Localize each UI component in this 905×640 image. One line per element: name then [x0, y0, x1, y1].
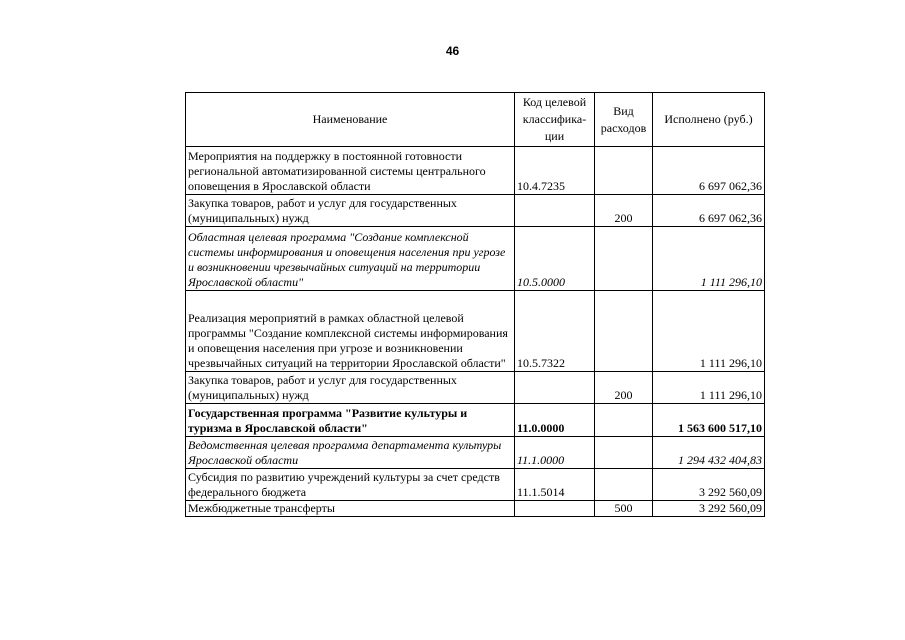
type-cell	[595, 291, 653, 372]
amount-cell: 1 111 296,10	[653, 227, 765, 291]
name-cell: Закупка товаров, работ и услуг для государственных (муниципальных) нужд	[186, 372, 515, 404]
type-cell	[595, 404, 653, 437]
amount-cell: 1 294 432 404,83	[653, 437, 765, 469]
amount-cell: 3 292 560,09	[653, 469, 765, 501]
name-cell: Мероприятия на поддержку в постоянной готовности региональной автоматизированной системы центрального оповещения в Ярославской области	[186, 147, 515, 195]
code-cell: 11.0.0000	[515, 404, 595, 437]
table-header-row	[186, 93, 765, 147]
table-row	[186, 227, 765, 291]
name-cell: Ведомственная целевая программа департамента культуры Ярославской области	[186, 437, 515, 469]
amount-cell: 1 111 296,10	[653, 372, 765, 404]
table-row	[186, 404, 765, 437]
code-cell: 10.5.0000	[515, 227, 595, 291]
header-code: Код целевой классифика-ции	[515, 93, 595, 147]
table-row	[186, 501, 765, 517]
table-row	[186, 147, 765, 195]
name-cell: Государственная программа "Развитие культуры и туризма в Ярославской области"	[186, 404, 515, 437]
name-cell: Субсидия по развитию учреждений культуры за счет средств федерального бюджета	[186, 469, 515, 501]
type-cell	[595, 437, 653, 469]
name-cell: Реализация мероприятий в рамках областной целевой программы "Создание комплексной системы информирования и оповещения населения при угрозе и возникновении чрезвычайных ситуаций на территории Ярославской области"	[186, 291, 515, 372]
table-row	[186, 195, 765, 227]
table-row	[186, 291, 765, 372]
code-cell	[515, 372, 595, 404]
type-cell: 200	[595, 195, 653, 227]
amount-cell: 3 292 560,09	[653, 501, 765, 517]
type-cell	[595, 227, 653, 291]
page-number: 46	[445, 44, 460, 58]
type-cell	[595, 147, 653, 195]
header-amount: Исполнено (руб.)	[653, 93, 765, 147]
table-row	[186, 372, 765, 404]
code-cell: 10.5.7322	[515, 291, 595, 372]
name-cell: Закупка товаров, работ и услуг для государственных (муниципальных) нужд	[186, 195, 515, 227]
code-cell: 11.1.0000	[515, 437, 595, 469]
code-cell: 11.1.5014	[515, 469, 595, 501]
amount-cell: 6 697 062,36	[653, 195, 765, 227]
table-row	[186, 437, 765, 469]
amount-cell: 1 111 296,10	[653, 291, 765, 372]
header-type: Вид расходов	[595, 93, 653, 147]
type-cell: 200	[595, 372, 653, 404]
header-name: Наименование	[186, 93, 515, 147]
amount-cell: 1 563 600 517,10	[653, 404, 765, 437]
type-cell	[595, 469, 653, 501]
budget-table	[185, 92, 765, 517]
code-cell	[515, 195, 595, 227]
table-row	[186, 469, 765, 501]
code-cell	[515, 501, 595, 517]
type-cell: 500	[595, 501, 653, 517]
name-cell: Межбюджетные трансферты	[186, 501, 515, 517]
table-body	[186, 147, 765, 517]
name-cell: Областная целевая программа "Создание комплексной системы информирования и оповещения населения при угрозе и возникновении чрезвычайных ситуаций на территории Ярославской области"	[186, 227, 515, 291]
amount-cell: 6 697 062,36	[653, 147, 765, 195]
code-cell: 10.4.7235	[515, 147, 595, 195]
